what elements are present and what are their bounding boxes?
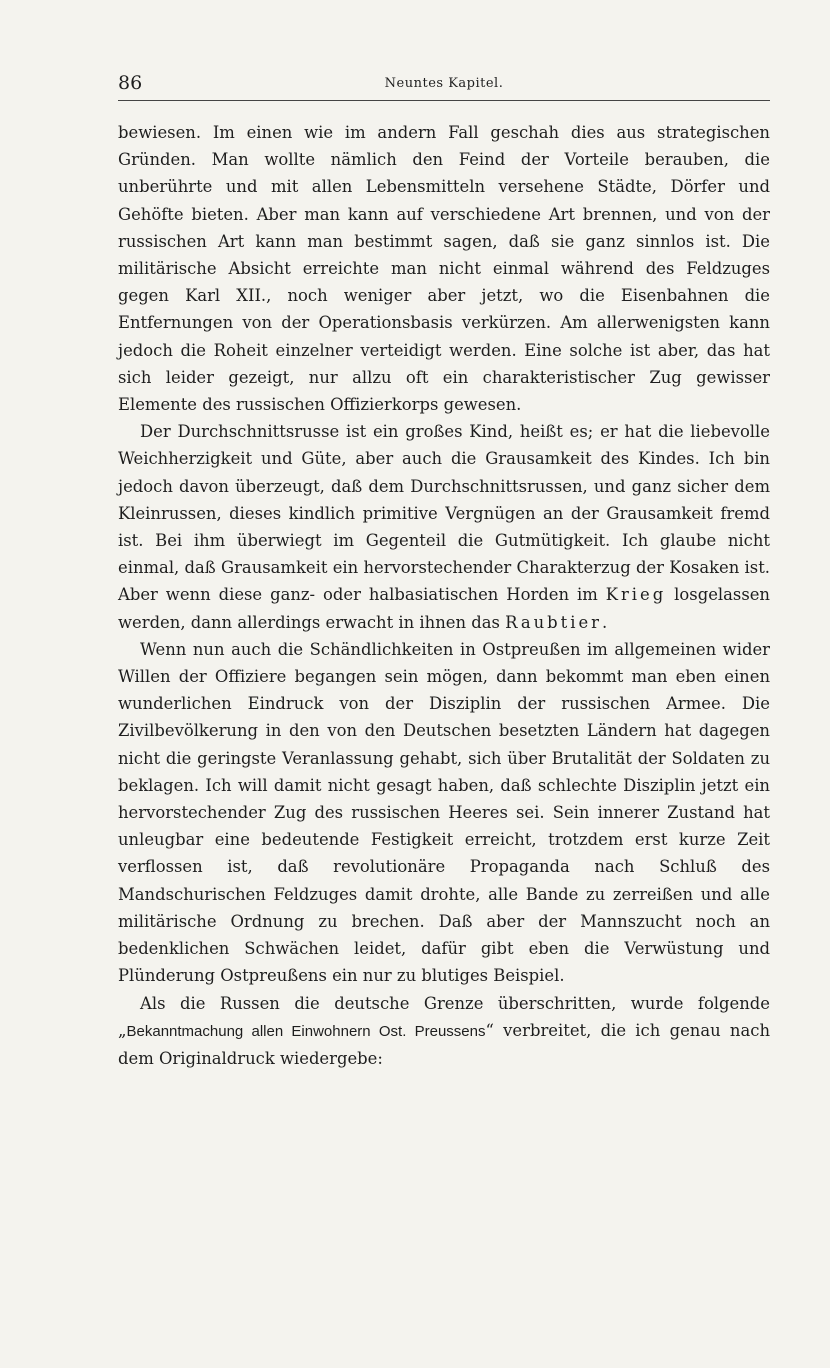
paragraph-4 bbox=[118, 990, 770, 1073]
paragraph-text: Als die Russen die deutsche Grenze überschritten, wurde folgende „ bbox=[118, 993, 770, 1040]
paragraph-text: Der Durchschnittsrusse ist ein großes Kind, heißt es; er hat die liebevolle Weichherzigkeit und Güte, aber auch die Grausamkeit des Kindes. Ich bin jedoch davon überzeugt, daß dem Durchschnittsrussen, und ganz sicher dem Kleinrussen, dieses kindlich primitive Vergnügen an der Grausamkeit fremd ist. Bei ihm überwiegt im Gegenteil die Gutmütigkeit. Ich glaube nicht einmal, daß Grausamkeit ein hervorstechender Charakterzug der Kosaken ist. Aber wenn diese ganz- oder halbasiatischen Horden im bbox=[118, 422, 770, 605]
paragraph-text: bewiesen. Im einen wie im andern Fall geschah dies aus strategischen Gründen. Man wollte nämlich den Feind der Vorteile berauben, die unberührte und mit allen Lebensmitteln versehene Städte, Dörfer und Gehöfte bieten. Aber man kann auf verschiedene Art brennen, und von der russischen Art kann man bestimmt sagen, daß sie ganz sinnlos ist. Die militärische Absicht erreichte man nicht einmal während des Feldzuges gegen Karl XII., noch weniger aber jetzt, wo die Eisenbahnen die Entfernungen von der Operationsbasis verkürzen. Am allerwenigsten kann jedoch die Roheit einzelner verteidigt werden. Eine solche ist aber, das hat sich leider gezeigt, nur allzu oft ein charakteristischer Zug gewisser Elemente des russischen Offizierkorps gewesen. bbox=[118, 123, 770, 415]
paragraph-2 bbox=[118, 418, 770, 636]
running-title: Neuntes Kapitel. bbox=[384, 76, 504, 91]
paragraph-text: “ verbreitet, die ich genau nach dem Originaldruck wiedergebe: bbox=[118, 1020, 770, 1068]
spaced-word-krieg: Krieg bbox=[605, 585, 667, 605]
paragraph-text: Wenn nun auch die Schändlichkeiten in Ostpreußen im allgemeinen wider Willen der Offiziere begangen sein mögen, dann bekommt man eben einen wunderlichen Eindruck von der Disziplin der russischen Armee. Die Zivilbevölkerung in den von den Deutschen besetzten Ländern hat dagegen nicht die geringste Veranlassung gehabt, sich über Brutalität der Soldaten zu beklagen. Ich will damit nicht gesagt haben, daß schlechte Disziplin jetzt ein hervorstechender Zug des russischen Heeres sei. Sein innerer Zustand hat unleugbar eine bedeutende Festigkeit erreicht, trotzdem erst kurze Zeit verflossen ist, daß revolutionäre Propaganda nach Schluß des Mandschurischen Feldzuges damit drohte, alle Bande zu zerreißen und alle militärische Ordnung zu brechen. Daß aber der Mannszucht noch an bedenklichen Schwächen leidet, dafür gibt eben die Verwüstung und Plünderung Ostpreußens ein nur zu blutiges Beispiel. bbox=[118, 639, 770, 986]
latin-quote: Bekanntmachung allen Einwohnern Ost. Preussens bbox=[126, 1022, 486, 1040]
body-text bbox=[118, 119, 770, 1072]
page-number: 86 bbox=[118, 72, 143, 94]
spaced-word-raubtier: Raubtier bbox=[505, 612, 603, 632]
page-header bbox=[118, 66, 770, 101]
paragraph-text: . bbox=[602, 612, 608, 632]
paragraph-1 bbox=[118, 119, 770, 418]
paragraph-text: losgelassen werden, dann allerdings erwacht in ihnen das bbox=[118, 585, 770, 632]
paragraph-3 bbox=[118, 636, 770, 990]
book-page bbox=[118, 66, 770, 1072]
